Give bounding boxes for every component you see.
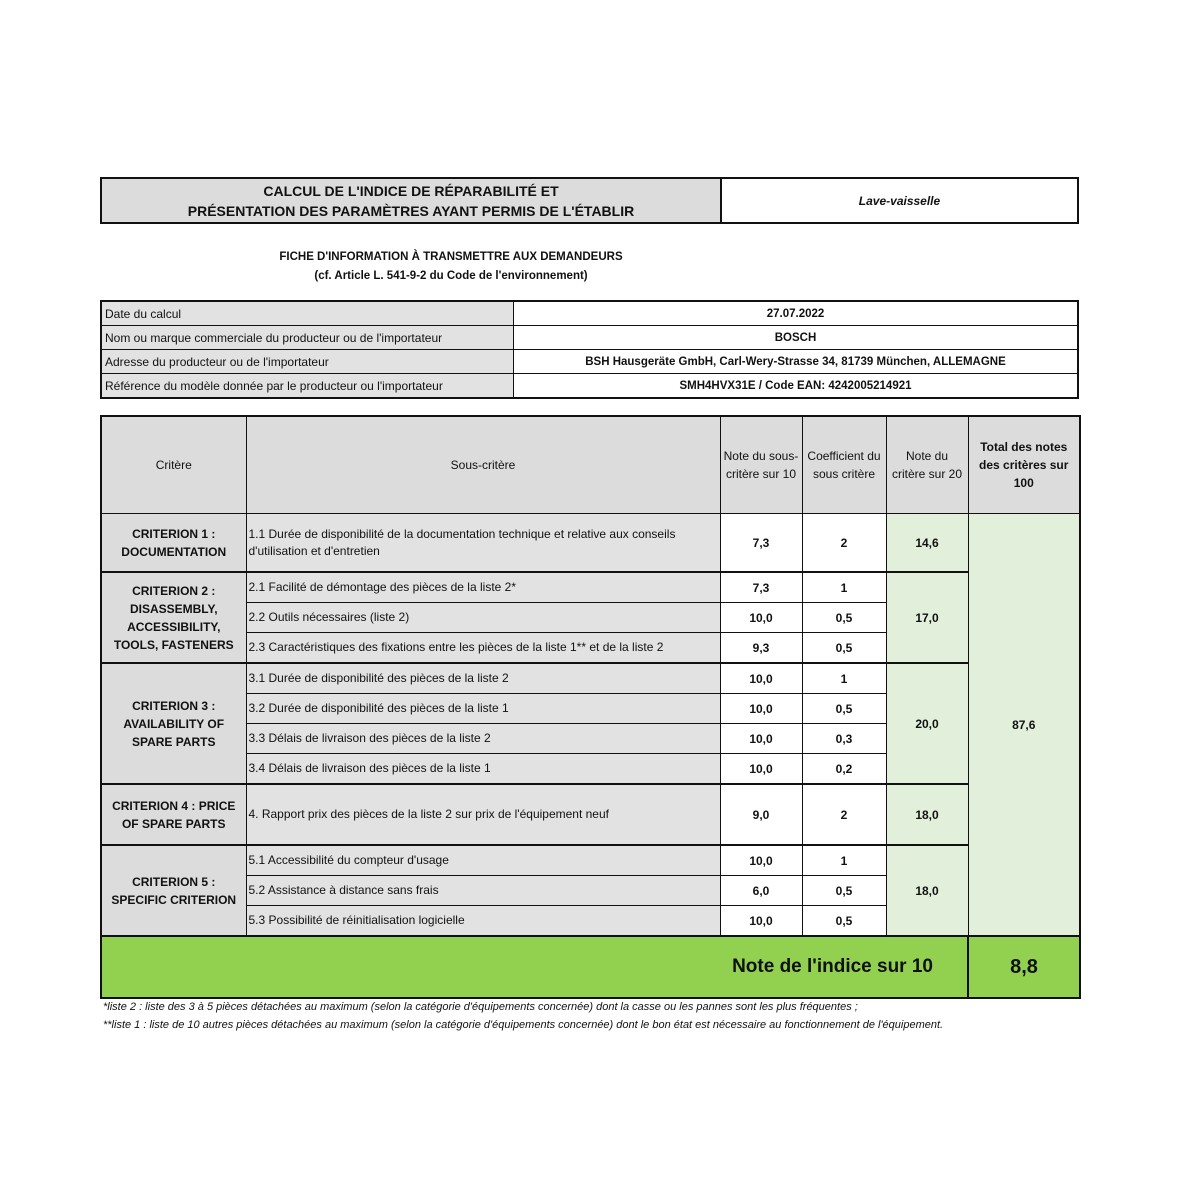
info-label: Adresse du producteur ou de l'importateur xyxy=(101,350,514,374)
header-coefficient: Coefficient du sous critère xyxy=(802,416,886,514)
sub-criterion-note: 10,0 xyxy=(720,603,802,633)
criterion-score: 20,0 xyxy=(886,663,968,784)
index-label: Note de l'indice sur 10 xyxy=(101,936,968,998)
sub-criterion-label: 3.3 Délais de livraison des pièces de la liste 2 xyxy=(246,724,720,754)
index-value: 8,8 xyxy=(968,936,1080,998)
info-label: Date du calcul xyxy=(101,301,514,326)
sub-criterion-note: 6,0 xyxy=(720,876,802,906)
sub-criterion-coef: 1 xyxy=(802,845,886,876)
info-row xyxy=(101,326,1078,350)
info-value: BOSCH xyxy=(514,326,1079,350)
table-row xyxy=(101,663,1080,694)
criterion-name: CRITERION 1 : DOCUMENTATION xyxy=(101,514,246,573)
table-row xyxy=(101,572,1080,603)
table-header-row xyxy=(101,416,1080,514)
sub-criterion-coef: 0,2 xyxy=(802,754,886,785)
sub-criterion-coef: 2 xyxy=(802,514,886,573)
sub-criterion-note: 7,3 xyxy=(720,514,802,573)
header-sous-critere: Sous-critère xyxy=(246,416,720,514)
header-note-critere: Note du critère sur 20 xyxy=(886,416,968,514)
subtitle-line-1: FICHE D'INFORMATION À TRANSMETTRE AUX DEMANDEURS xyxy=(279,251,623,263)
sub-criterion-label: 5.2 Assistance à distance sans frais xyxy=(246,876,720,906)
footnote-list-2: *liste 2 : liste des 3 à 5 pièces détachées au maximum (selon la catégorie d'équipements concernée) dont la casse ou les pannes sont les plus fréquentes ; xyxy=(103,1001,858,1013)
sub-criterion-coef: 0,5 xyxy=(802,694,886,724)
criterion-score: 18,0 xyxy=(886,784,968,845)
title-line-2: PRÉSENTATION DES PARAMÈTRES AYANT PERMIS DE L'ÉTABLIR xyxy=(187,202,635,219)
info-row xyxy=(101,350,1078,374)
sub-criterion-label: 4. Rapport prix des pièces de la liste 2 sur prix de l'équipement neuf xyxy=(246,784,720,845)
sub-criterion-coef: 1 xyxy=(802,572,886,603)
index-row xyxy=(101,936,1080,998)
sub-criterion-note: 9,3 xyxy=(720,633,802,664)
header-note-sous-critere: Note du sous-critère sur 10 xyxy=(720,416,802,514)
total-score: 87,6 xyxy=(968,514,1080,937)
criterion-name: CRITERION 2 : DISASSEMBLY, ACCESSIBILITY, TOOLS, FASTENERS xyxy=(101,572,246,663)
subtitle-line-2: (cf. Article L. 541-9-2 du Code de l'environnement) xyxy=(314,270,588,282)
info-value: SMH4HVX31E / Code EAN: 4242005214921 xyxy=(514,374,1079,399)
sub-criterion-note: 10,0 xyxy=(720,906,802,937)
score-table xyxy=(100,415,1081,999)
sub-criterion-label: 2.2 Outils nécessaires (liste 2) xyxy=(246,603,720,633)
info-row xyxy=(101,301,1078,326)
sub-criterion-note: 10,0 xyxy=(720,845,802,876)
sub-criterion-note: 9,0 xyxy=(720,784,802,845)
criterion-score: 18,0 xyxy=(886,845,968,936)
info-label: Référence du modèle donnée par le producteur ou l'importateur xyxy=(101,374,514,399)
sub-criterion-label: 2.3 Caractéristiques des fixations entre les pièces de la liste 1** et de la liste 2 xyxy=(246,633,720,664)
product-type: Lave-vaisselle xyxy=(722,179,1077,222)
criterion-name: CRITERION 5 : SPECIFIC CRITERION xyxy=(101,845,246,936)
title-line-1: CALCUL DE L'INDICE DE RÉPARABILITÉ ET xyxy=(263,182,559,199)
footnote-list-1: **liste 1 : liste de 10 autres pièces détachées au maximum (selon la catégorie d'équipements concernée) dont le bon état est nécessaire au fonctionnement de l'équipement. xyxy=(103,1019,944,1031)
sub-criterion-coef: 0,5 xyxy=(802,906,886,937)
document-title xyxy=(102,179,722,222)
sub-criterion-coef: 0,5 xyxy=(802,633,886,664)
sub-criterion-label: 5.3 Possibilité de réinitialisation logicielle xyxy=(246,906,720,937)
criterion-name: CRITERION 4 : PRICE OF SPARE PARTS xyxy=(101,784,246,845)
table-row xyxy=(101,514,1080,573)
sub-criterion-note: 10,0 xyxy=(720,663,802,694)
sub-criterion-note: 7,3 xyxy=(720,572,802,603)
criterion-name: CRITERION 3 : AVAILABILITY OF SPARE PARTS xyxy=(101,663,246,784)
criterion-score: 14,6 xyxy=(886,514,968,573)
sub-criterion-label: 2.1 Facilité de démontage des pièces de la liste 2* xyxy=(246,572,720,603)
sub-criterion-coef: 0,5 xyxy=(802,876,886,906)
sub-criterion-label: 3.2 Durée de disponibilité des pièces de la liste 1 xyxy=(246,694,720,724)
sub-criterion-note: 10,0 xyxy=(720,724,802,754)
info-value: BSH Hausgeräte GmbH, Carl-Wery-Strasse 34, 81739 München, ALLEMAGNE xyxy=(514,350,1079,374)
info-table xyxy=(100,300,1079,399)
sub-criterion-label: 5.1 Accessibilité du compteur d'usage xyxy=(246,845,720,876)
title-block xyxy=(100,177,1079,224)
sub-criterion-label: 3.4 Délais de livraison des pièces de la liste 1 xyxy=(246,754,720,785)
table-row xyxy=(101,784,1080,845)
info-value: 27.07.2022 xyxy=(514,301,1079,326)
header-critere: Critère xyxy=(101,416,246,514)
table-row xyxy=(101,845,1080,876)
sub-criterion-note: 10,0 xyxy=(720,694,802,724)
sub-criterion-coef: 0,5 xyxy=(802,603,886,633)
sub-criterion-label: 1.1 Durée de disponibilité de la documentation technique et relative aux conseils d'utilisation et d'entretien xyxy=(246,514,720,573)
sub-criterion-label: 3.1 Durée de disponibilité des pièces de la liste 2 xyxy=(246,663,720,694)
header-total: Total des notes des critères sur 100 xyxy=(968,416,1080,514)
info-row xyxy=(101,374,1078,399)
sub-criterion-coef: 1 xyxy=(802,663,886,694)
sub-criterion-coef: 2 xyxy=(802,784,886,845)
sub-criterion-coef: 0,3 xyxy=(802,724,886,754)
sub-criterion-note: 10,0 xyxy=(720,754,802,785)
criterion-score: 17,0 xyxy=(886,572,968,663)
info-label: Nom ou marque commerciale du producteur ou de l'importateur xyxy=(101,326,514,350)
